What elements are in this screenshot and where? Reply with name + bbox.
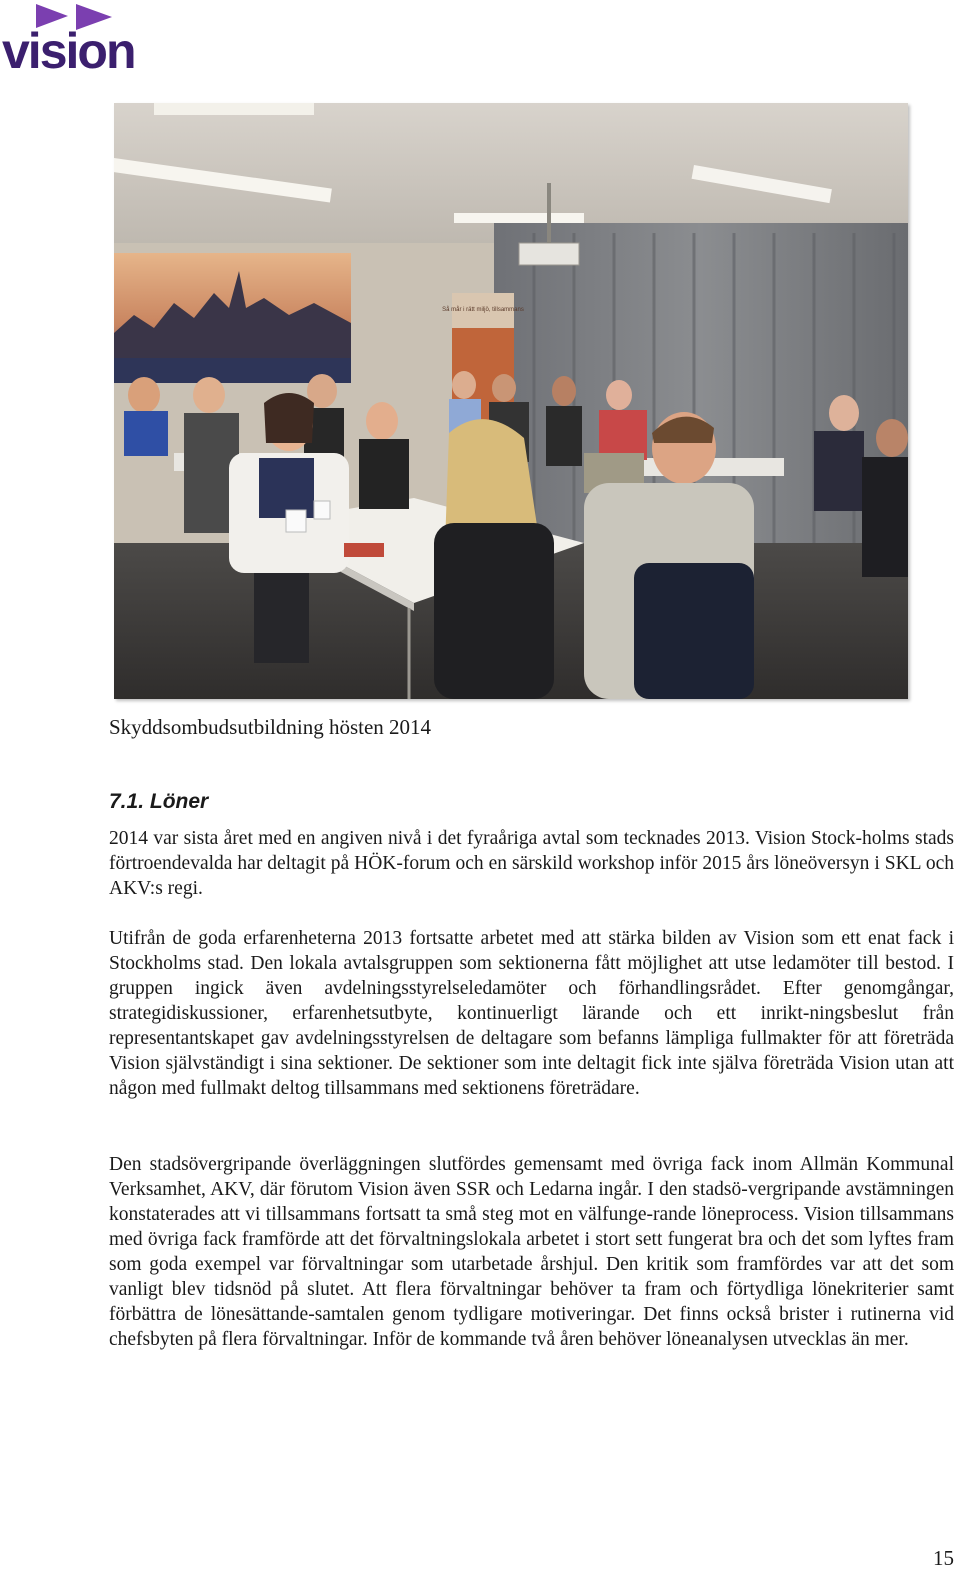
paragraph-2	[109, 926, 954, 1101]
paragraph-text: 2014 var sista året med en angiven nivå i det fyraåriga avtal som tecknades 2013. Vision Stock-holms stads förtroendevalda har deltagit på HÖK-forum och en särskild workshop inför 2015 års löneöversyn i SKL och AKV:s regi.	[109, 828, 954, 899]
paragraph-3	[109, 1152, 954, 1352]
paragraph-text: Den stadsövergripande överläggningen slutfördes gemensamt med övriga fack inom Allmän Kommunal Verksamhet, AKV, där förutom Vision även SSR och Ledarna ingår. I den stadsö-vergripande avstämningen konstaterades att vi tillsammans fortsatt ta små steg mot en välfunge-rande löneprocess. Vision tillsammans med övriga fack framförde att det förvaltningslokala arbetet i stort sett fungerat bra och det som lyftes fram som goda exempel var förvaltningar som utarbetade årshjul. Den kritik som framfördes var att det som vanligt blev tidsnöd på slutet. Att flera förvaltningar behöver ta fram och förtydliga lönekriterier samt förbättra de lönesättande-samtalen genom tydligare motiveringar. Det finns också brister i rutinerna vid chefsbyten på flera förvaltningar. Inför de kommande två åren behöver löneanalysen utvecklas än mer.	[109, 1154, 954, 1350]
page-number: 15	[933, 1546, 954, 1570]
paragraph-text: Utifrån de goda erfarenheterna 2013 fortsatte arbetet med att stärka bilden av Vision som ett enat fack i Stockholms stad. Den lokala avtalsgruppen som sektionerna fått möjlighet att utse ledamöter till bestod. I gruppen ingick även avdelningsstyrelseledamöter och förhandlingsrådet. Efter genomgångar, strategidiskussioner, erfarenhetsutbyte, kontinuerligt lärande och ett inrikt-ningsbeslut från representantskapet gav avdelningsstyrelsen de deltagare som befanns lämpliga fullmakter för att företräda Vision självständigt i sina sektioner. De sektioner som inte deltagit fick inte själva företräda Vision utan att någon med fullmakt deltog tillsammans med sektionens företrädare.	[109, 928, 954, 1099]
paragraph-1	[109, 826, 954, 901]
vision-logo	[2, 4, 158, 79]
photo-caption: Skyddsombudsutbildning hösten 2014	[109, 715, 432, 739]
workshop-photo	[114, 103, 908, 699]
banner-text: Så mår i rätt miljö, tillsammans	[442, 307, 524, 313]
logo-wordmark: vision	[2, 23, 135, 79]
section-heading: 7.1. Löner	[109, 790, 209, 813]
